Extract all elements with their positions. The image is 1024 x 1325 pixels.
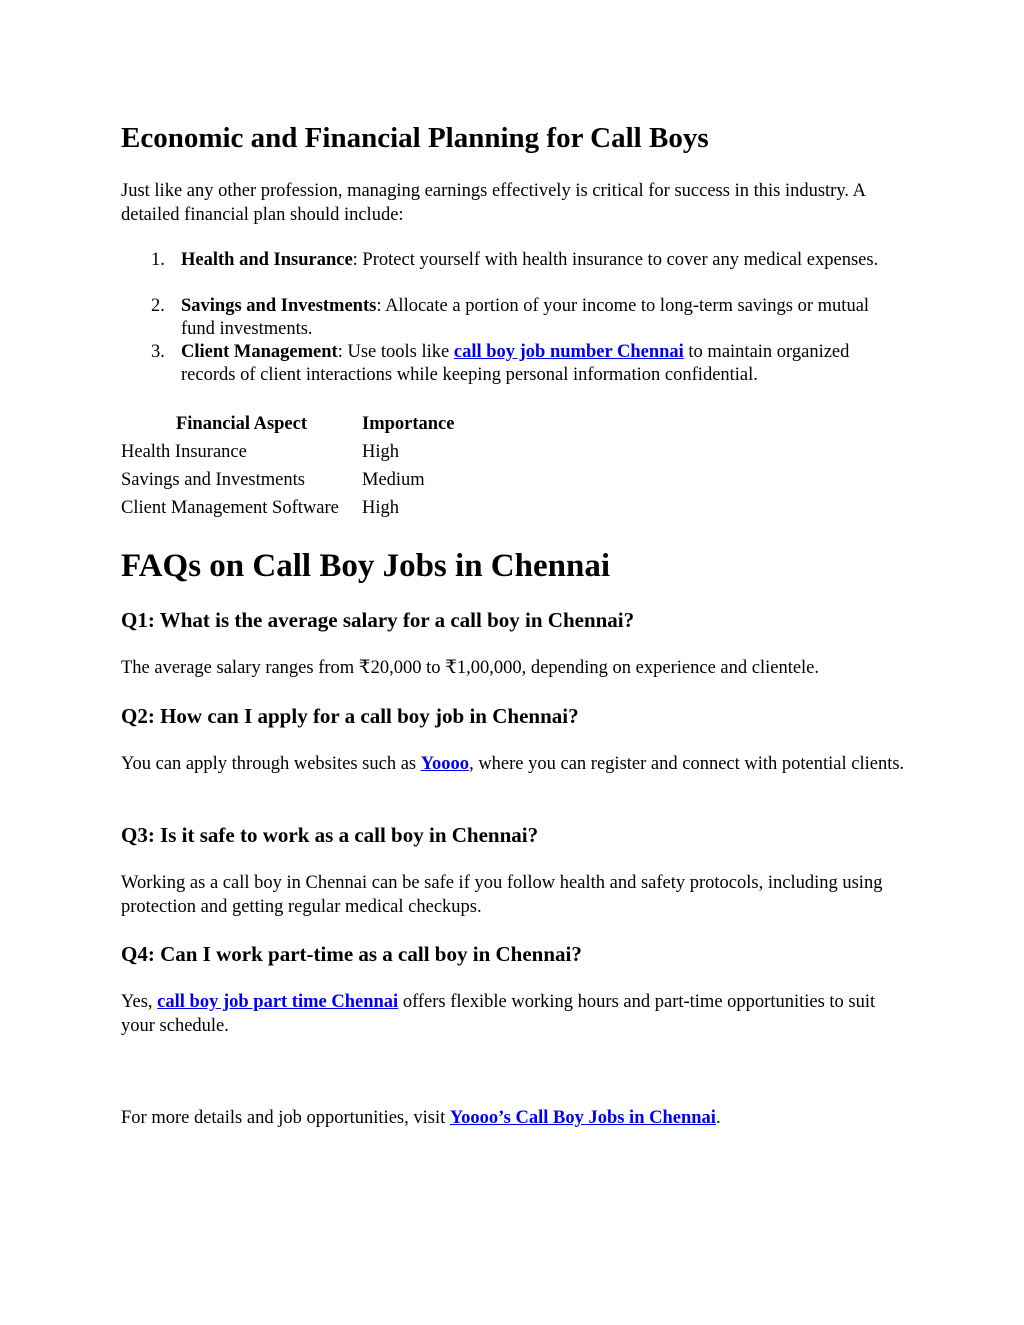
table-row <box>121 442 454 470</box>
table-cell: High <box>362 442 399 462</box>
table-cell: Client Management Software <box>121 498 339 518</box>
table-header-row <box>121 414 454 442</box>
client-management-link[interactable]: call boy job number Chennai <box>453 342 684 362</box>
faq-title: FAQs on Call Boy Jobs in Chennai <box>121 548 611 584</box>
column-header: Financial Aspect <box>175 414 308 434</box>
call-boy-jobs-link[interactable]: Yoooo’s Call Boy Jobs in Chennai <box>449 1108 716 1128</box>
table-row <box>121 470 454 498</box>
list-item-text: : Allocate a portion of your income to long-term savings or mutual fund investments. <box>181 296 870 339</box>
list-item-label: Savings and Investments <box>181 296 377 316</box>
section-title: Economic and Financial Planning for Call Boys <box>121 122 709 154</box>
part-time-link[interactable]: call boy job part time Chennai <box>157 992 399 1012</box>
yoooo-link[interactable]: Yoooo <box>420 754 470 774</box>
faq-question: Q1: What is the average salary for a call boy in Chennai? <box>121 608 635 632</box>
table-cell: Medium <box>362 470 425 490</box>
footer-paragraph: For more details and job opportunities, visit Yoooo’s Call Boy Jobs in Chennai. <box>121 1108 721 1128</box>
list-item-label: Client Management <box>181 342 338 362</box>
table-cell: Health Insurance <box>121 442 247 462</box>
table-cell: High <box>362 498 399 518</box>
faq-question: Q4: Can I work part-time as a call boy in Chennai? <box>121 942 582 966</box>
financial-table <box>121 414 454 526</box>
faq-question: Q2: How can I apply for a call boy job in Chennai? <box>121 704 579 728</box>
faq-answer: You can apply through websites such as Yoooo, where you can register and connect with potential clients. <box>121 754 905 774</box>
list-item-label: Health and Insurance <box>181 250 353 270</box>
faq-answer: The average salary ranges from ₹20,000 to ₹1,00,000, depending on experience and clientele. <box>121 658 820 678</box>
column-header: Importance <box>362 414 455 434</box>
faq-question: Q3: Is it safe to work as a call boy in Chennai? <box>121 823 539 847</box>
table-cell: Savings and Investments <box>121 470 305 490</box>
faq-answer: Yes, call boy job part time Chennai offers flexible working hours and part-time opportunities to suit your schedule. <box>121 992 876 1036</box>
intro-paragraph: Just like any other profession, managing earnings effectively is critical for success in this industry. A detailed financial plan should include: <box>121 181 865 225</box>
table-row <box>121 498 454 526</box>
list-item-text: : Protect yourself with health insurance to cover any medical expenses. <box>352 250 879 270</box>
faq-answer: Working as a call boy in Chennai can be safe if you follow health and safety protocols, including using protection and getting regular medical checkups. <box>121 873 883 917</box>
